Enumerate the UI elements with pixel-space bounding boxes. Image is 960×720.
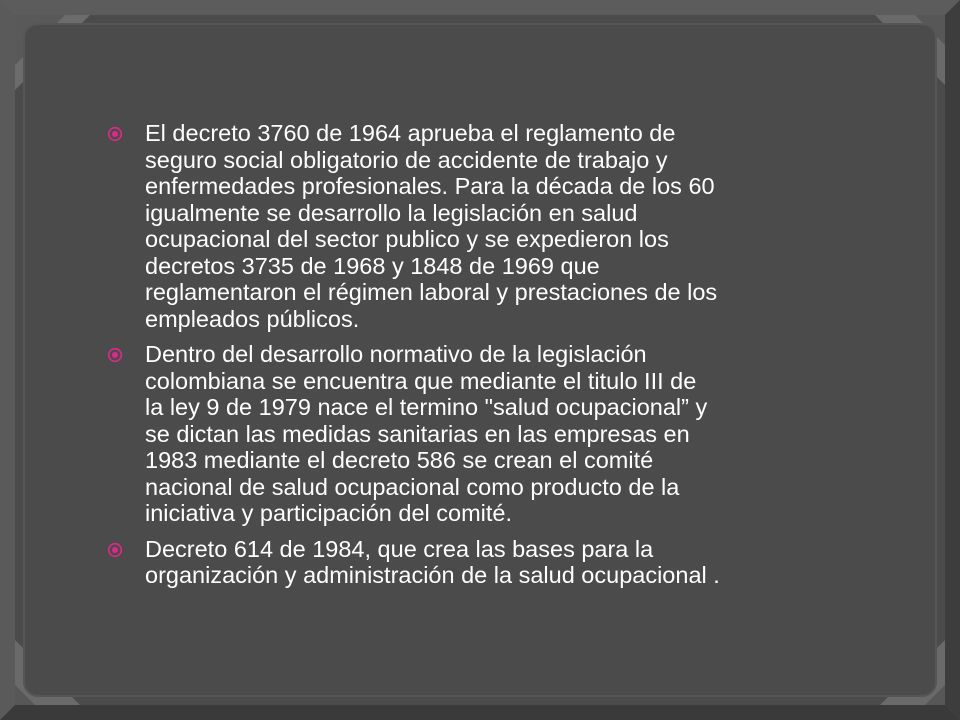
circle-dot-icon: [107, 126, 123, 142]
circle-dot-icon: [107, 542, 123, 558]
bullet-item: [100, 341, 845, 527]
slide-content: [100, 120, 845, 598]
circle-dot-icon: [107, 347, 123, 363]
frame-right: [945, 0, 960, 720]
bullet-text: Decreto 614 de 1984, que crea las bases para la organización y administración de la salud ocupacional .: [145, 535, 720, 588]
frame-left: [0, 0, 15, 720]
frame-bottom: [0, 705, 960, 720]
frame-top: [0, 0, 960, 15]
bullet-text: Dentro del desarrollo normativo de la legislación colombiana se encuentra que mediante el titulo III de la ley 9 de 1979 nace el termino "salud ocupacional” y se dictan las medidas sanitarias en las empresas en 1983 mediante el decreto 586 se crean el comité nacional de salud ocupacional como producto de la iniciativa y participación del comité.: [145, 341, 708, 526]
bullet-item: [100, 120, 845, 332]
bullet-item: [100, 536, 845, 589]
bullet-text: El decreto 3760 de 1964 aprueba el reglamento de seguro social obligatorio de accidente de trabajo y enfermedades profesionales. Para la década de los 60 igualmente se desarrollo la legislación en salud ocupacional del sector publico y se expedieron los decretos 3735 de 1968 y 1848 de 1969 que reglamentaron el régimen laboral y prestaciones de los empleados públicos.: [145, 120, 718, 332]
